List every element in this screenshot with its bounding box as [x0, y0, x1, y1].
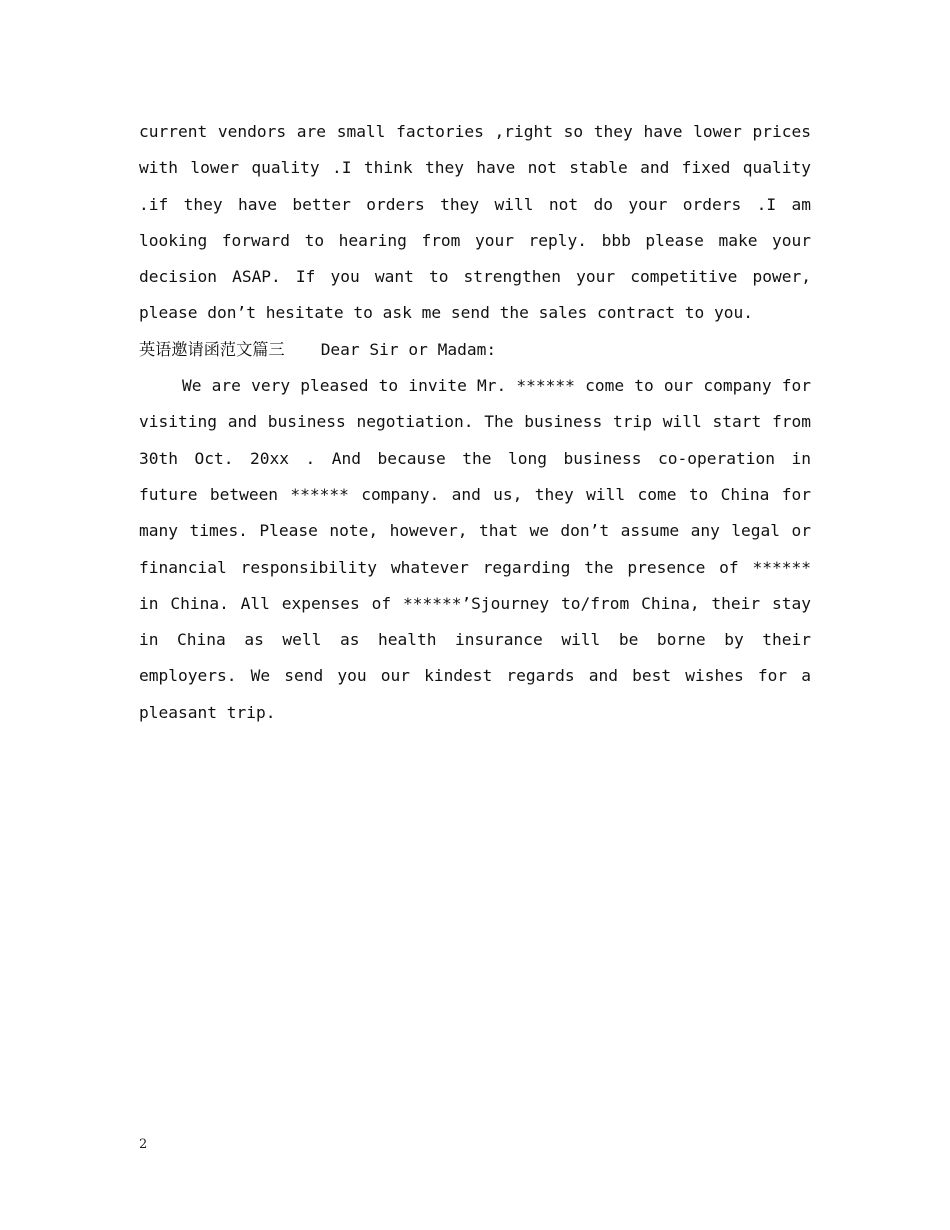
- paragraph-invitation: We are very pleased to invite Mr. ****** come to our company for visiting and business negotiation. The business trip will start from 30th Oct. 20xx . And because the long business co-operation in future between ****** company. and us, they will come to China for many times. Please note, however, that we don’t assume any legal or financial responsibility whatever regarding the presence of ****** in China. All expenses of ******’Sjourney to/from China, their stay in China as well as health insurance will be borne by their employers. We send you our kindest regards and best wishes for a pleasant trip.: [139, 376, 811, 722]
- section-heading-line: [139, 332, 811, 368]
- page-number: 2: [139, 1137, 148, 1152]
- document-body: [139, 114, 811, 731]
- salutation: Dear Sir or Madam:: [320, 339, 497, 359]
- section-heading: 英语邀请函范文篇三: [139, 339, 285, 359]
- paragraph-vendors: current vendors are small factories ,right so they have lower prices with lower quality .I think they have not stable and fixed quality .if they have better orders they will not do your orders .I am looking forward to hearing from your reply. bbb please make your decision ASAP. If you want to strengthen your competitive power, please don’t hesitate to ask me send the sales contract to you.: [139, 122, 811, 323]
